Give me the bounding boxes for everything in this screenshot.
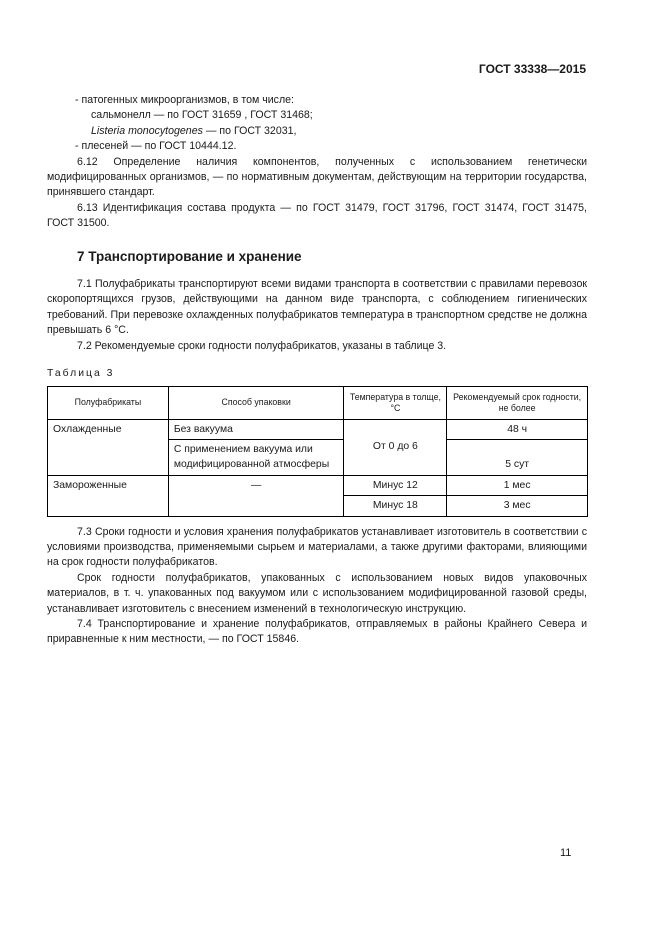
italic-term: Listeria monocytogenes bbox=[91, 124, 203, 137]
paragraph-7-3-b: Срок годности полуфабрикатов, упакованных с использованием новых видов упаковочных материалов, в т. ч. упакованных под вакуумом или с использованием модифицированной газовой среды, устанавливает изготовитель с внесением изменений в технологическую инструкцию. bbox=[47, 571, 587, 615]
table-header-cell: Рекомендуемый срок годности, не более bbox=[447, 386, 588, 419]
table-cell: Замороженные bbox=[48, 475, 169, 516]
table-header-cell: Способ упаковки bbox=[168, 386, 344, 419]
paragraph-7-3: 7.3 Сроки годности и условия хранения полуфабрикатов устанавливает изготовитель в соответствии с условиями производства, применяемыми сырьем и материалами, а также другими факторами, влияющими на срок годности полуфабрикатов. bbox=[47, 525, 587, 569]
page-number: 11 bbox=[560, 847, 572, 859]
storage-table bbox=[47, 386, 588, 517]
table-cell: 48 ч bbox=[447, 419, 588, 439]
table-cell: Минус 18 bbox=[344, 496, 447, 516]
table-row bbox=[48, 419, 588, 439]
table-cell: 1 мес bbox=[447, 475, 588, 495]
table-cell: 5 сут bbox=[447, 439, 588, 475]
paragraph-7-4: 7.4 Транспортирование и хранение полуфабрикатов, отправляемых в районы Крайнего Севера и приравненные к ним местности, — по ГОСТ 15846. bbox=[47, 617, 587, 646]
list-subitem: сальмонелл — по ГОСТ 31659 , ГОСТ 31468; bbox=[91, 109, 313, 122]
paragraph-6-12: 6.12 Определение наличия компонентов, полученных с использованием генетически модифицированных организмов, — по нормативным документам, действующим на территории государства, принявшего стандарт. bbox=[47, 155, 587, 199]
table-cell: Охлажденные bbox=[48, 419, 169, 475]
table-cell: 3 мес bbox=[447, 496, 588, 516]
list-item: - плесеней — по ГОСТ 10444.12. bbox=[75, 140, 237, 153]
paragraph-7-2: 7.2 Рекомендуемые сроки годности полуфабрикатов, указаны в таблице 3. bbox=[77, 339, 447, 352]
list-subitem bbox=[47, 124, 587, 139]
paragraph-7-1: 7.1 Полуфабрикаты транспортируют всеми видами транспорта в соответствии с правилами перевозок скоропортящихся грузов, действующими на данном виде транспорта, с соблюдением гигиенических требований. При перевозке охлажденных полуфабрикатов температура в транспортном средстве не должна превышать 6 °С. bbox=[47, 278, 587, 337]
list-subitem-text: — по ГОСТ 32031, bbox=[202, 124, 297, 137]
table-header-row bbox=[48, 386, 588, 419]
table-cell: Без вакуума bbox=[168, 419, 344, 439]
table-header-cell: Температура в толще, °С bbox=[344, 386, 447, 419]
table-cell: От 0 до 6 bbox=[344, 419, 447, 475]
table-cell: Минус 12 bbox=[344, 475, 447, 495]
section-title: 7 Транспортирование и хранение bbox=[77, 248, 302, 264]
list-item: - патогенных микроорганизмов, в том числе: bbox=[75, 94, 294, 106]
document-header: ГОСТ 33338—2015 bbox=[478, 62, 586, 76]
paragraph-6-13: 6.13 Идентификация состава продукта — по ГОСТ 31479, ГОСТ 31796, ГОСТ 31474, ГОСТ 31475, ГОСТ 31500. bbox=[47, 201, 587, 230]
table-header-cell: Полуфабрикаты bbox=[48, 386, 169, 419]
document-body bbox=[47, 93, 587, 648]
table-row bbox=[48, 475, 588, 495]
table-cell: С применением вакуума или модифицированной атмосферы bbox=[168, 439, 344, 475]
table-caption: Таблица 3 bbox=[47, 368, 115, 380]
table-cell: — bbox=[168, 475, 344, 516]
